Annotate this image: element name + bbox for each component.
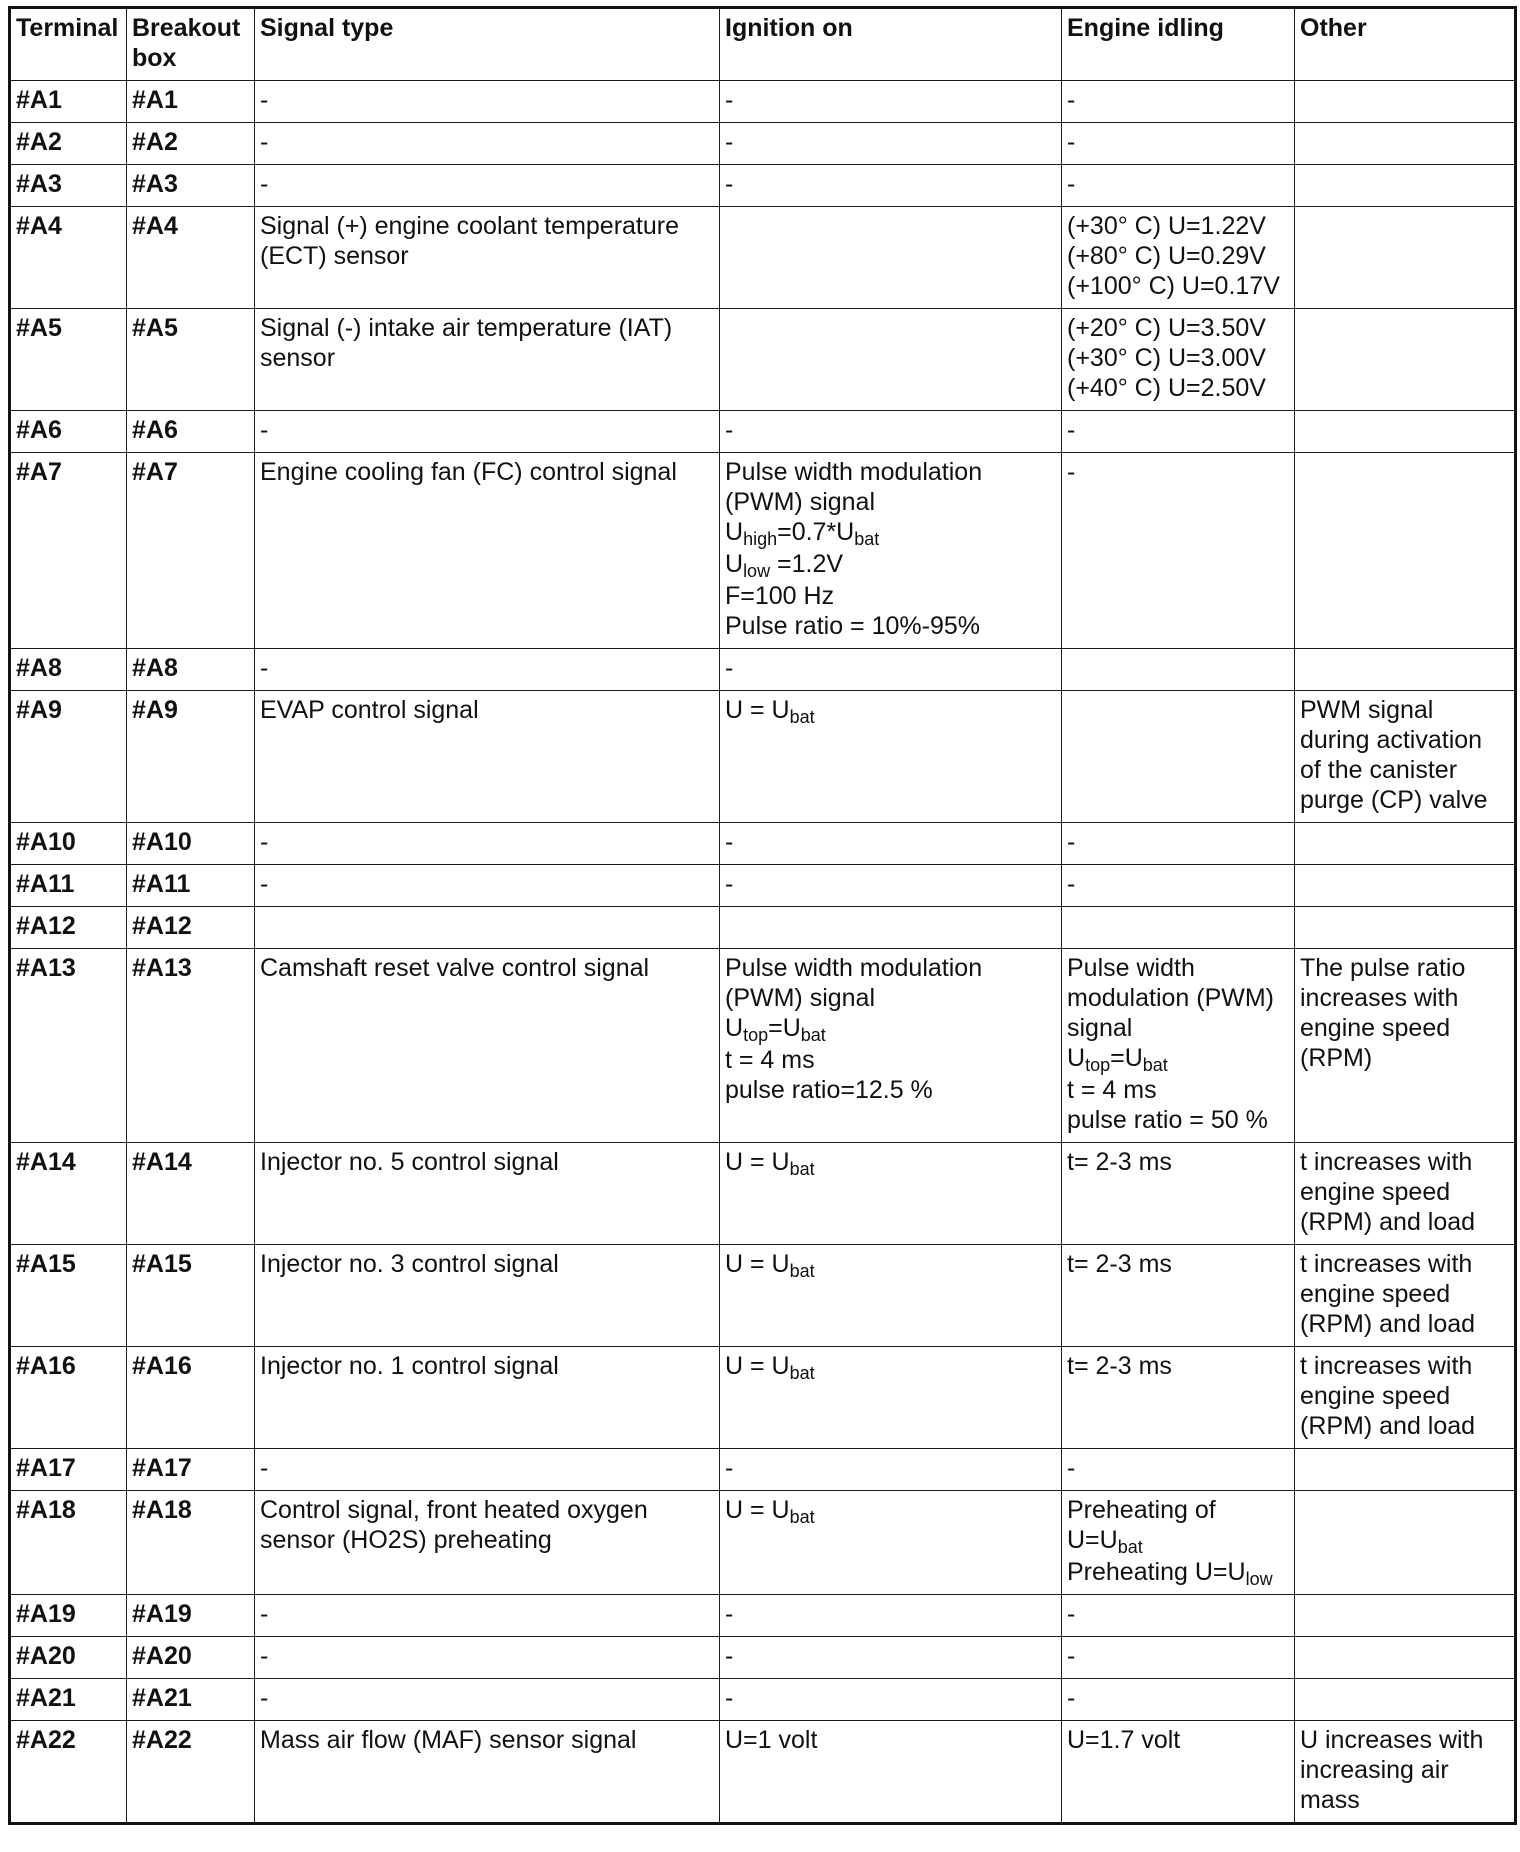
ignition-on-cell: -	[720, 1637, 1062, 1679]
value: Preheating U=U	[1067, 1558, 1246, 1586]
idling-line-utop	[1067, 1043, 1288, 1073]
terminal-cell: #A18	[10, 1491, 127, 1595]
other-cell: PWM signal during activation of the canister purge (CP) valve	[1295, 691, 1516, 823]
terminal-cell: #A20	[10, 1637, 127, 1679]
table-row	[10, 907, 1516, 949]
subscript: bat	[854, 529, 880, 549]
breakout-box-cell: #A8	[127, 649, 255, 691]
ignition-line-uhigh	[725, 517, 1055, 547]
engine-idling-cell: U=1.7 volt	[1062, 1721, 1295, 1824]
engine-idling-cell: -	[1062, 1595, 1295, 1637]
idling-value: (+40° C) U=2.50V	[1067, 374, 1266, 402]
engine-idling-cell: -	[1062, 823, 1295, 865]
subscript: bat	[789, 1261, 815, 1281]
signal-type-cell: -	[255, 1449, 720, 1491]
ignition-on-cell	[720, 1245, 1062, 1347]
breakout-box-cell: #A12	[127, 907, 255, 949]
terminal-cell: #A4	[10, 207, 127, 309]
breakout-box-cell: #A1	[127, 81, 255, 123]
subscript: low	[743, 561, 771, 581]
other-cell	[1295, 1491, 1516, 1595]
engine-idling-cell	[1062, 649, 1295, 691]
engine-idling-cell	[1062, 949, 1295, 1143]
ignition-on-cell: -	[720, 649, 1062, 691]
table-row	[10, 123, 1516, 165]
engine-idling-cell: -	[1062, 1679, 1295, 1721]
signal-type-cell: -	[255, 865, 720, 907]
value: U = U	[725, 1148, 790, 1176]
breakout-box-cell: #A18	[127, 1491, 255, 1595]
ignition-on-cell: U=1 volt	[720, 1721, 1062, 1824]
engine-idling-cell: -	[1062, 865, 1295, 907]
breakout-box-cell: #A7	[127, 453, 255, 649]
subscript: bat	[789, 1363, 815, 1383]
other-cell	[1295, 165, 1516, 207]
breakout-box-cell: #A10	[127, 823, 255, 865]
breakout-box-cell: #A15	[127, 1245, 255, 1347]
value: U=U	[1067, 1526, 1118, 1554]
ignition-line-ulow	[725, 549, 1055, 579]
signal-type-cell: Injector no. 5 control signal	[255, 1143, 720, 1245]
ignition-on-cell: -	[720, 823, 1062, 865]
engine-idling-cell	[1062, 691, 1295, 823]
idling-value: (+20° C) U=3.50V	[1067, 314, 1266, 342]
table-row	[10, 1595, 1516, 1637]
terminal-cell: #A8	[10, 649, 127, 691]
subscript: bat	[1117, 1537, 1143, 1557]
terminal-cell: #A3	[10, 165, 127, 207]
breakout-box-cell: #A6	[127, 411, 255, 453]
idling-line-preheat	[1067, 1557, 1288, 1587]
ignition-on-cell: -	[720, 123, 1062, 165]
subscript: bat	[789, 1507, 815, 1527]
engine-idling-cell: -	[1062, 1637, 1295, 1679]
subscript: bat	[789, 707, 815, 727]
ignition-on-cell	[720, 949, 1062, 1143]
signal-type-cell: Engine cooling fan (FC) control signal	[255, 453, 720, 649]
idling-line: signal	[1067, 1014, 1133, 1042]
engine-idling-cell: -	[1062, 1449, 1295, 1491]
terminal-cell: #A16	[10, 1347, 127, 1449]
subscript: bat	[1142, 1055, 1168, 1075]
table-row	[10, 691, 1516, 823]
header-terminal: Terminal	[10, 8, 127, 81]
breakout-box-cell: #A4	[127, 207, 255, 309]
engine-idling-cell: -	[1062, 165, 1295, 207]
subscript: bat	[789, 1159, 815, 1179]
ignition-on-cell: -	[720, 865, 1062, 907]
ignition-line: Pulse ratio = 10%-95%	[725, 612, 981, 640]
other-cell	[1295, 823, 1516, 865]
ignition-line: t = 4 ms	[725, 1046, 815, 1074]
subscript: low	[1245, 1569, 1273, 1589]
u-symbol: U	[725, 518, 744, 546]
breakout-box-cell: #A21	[127, 1679, 255, 1721]
signal-type-cell: Injector no. 3 control signal	[255, 1245, 720, 1347]
signal-type-cell: -	[255, 823, 720, 865]
signal-type-cell: -	[255, 649, 720, 691]
terminal-cell: #A12	[10, 907, 127, 949]
other-cell: t increases with engine speed (RPM) and load	[1295, 1143, 1516, 1245]
ignition-line: Pulse width modulation	[725, 954, 983, 982]
ignition-line: Pulse width modulation	[725, 458, 983, 486]
terminal-cell: #A1	[10, 81, 127, 123]
ignition-on-cell	[720, 1347, 1062, 1449]
breakout-box-cell: #A19	[127, 1595, 255, 1637]
header-engine-idling: Engine idling	[1062, 8, 1295, 81]
value: U = U	[725, 1352, 790, 1380]
u-symbol: U	[725, 550, 744, 578]
ignition-on-cell: -	[720, 1679, 1062, 1721]
signal-type-cell: -	[255, 411, 720, 453]
terminal-cell: #A15	[10, 1245, 127, 1347]
idling-line: Pulse width	[1067, 954, 1195, 982]
other-cell: t increases with engine speed (RPM) and load	[1295, 1245, 1516, 1347]
other-cell	[1295, 1595, 1516, 1637]
subscript: top	[1085, 1055, 1111, 1075]
subscript: top	[743, 1025, 769, 1045]
engine-idling-cell: -	[1062, 453, 1295, 649]
table-row	[10, 1721, 1516, 1824]
table-row	[10, 1245, 1516, 1347]
breakout-box-cell: #A20	[127, 1637, 255, 1679]
idling-line: t = 4 ms	[1067, 1076, 1157, 1104]
header-other: Other	[1295, 8, 1516, 81]
other-cell	[1295, 81, 1516, 123]
ignition-line-utop	[725, 1013, 1055, 1043]
terminal-cell: #A13	[10, 949, 127, 1143]
engine-idling-cell: -	[1062, 81, 1295, 123]
pinout-table	[8, 6, 1517, 1825]
breakout-box-cell: #A2	[127, 123, 255, 165]
idling-value: (+100° C) U=0.17V	[1067, 272, 1280, 300]
ignition-on-cell	[720, 691, 1062, 823]
ignition-on-cell	[720, 207, 1062, 309]
breakout-box-cell: #A11	[127, 865, 255, 907]
ignition-line: (PWM) signal	[725, 984, 876, 1012]
table-row	[10, 823, 1516, 865]
signal-type-cell: EVAP control signal	[255, 691, 720, 823]
table-row	[10, 1637, 1516, 1679]
table-row	[10, 207, 1516, 309]
ignition-on-cell	[720, 907, 1062, 949]
ignition-line: (PWM) signal	[725, 488, 876, 516]
idling-line: modulation (PWM)	[1067, 984, 1274, 1012]
terminal-cell: #A22	[10, 1721, 127, 1824]
signal-type-cell: Signal (-) intake air temperature (IAT) sensor	[255, 309, 720, 411]
signal-type-cell	[255, 907, 720, 949]
breakout-box-cell: #A16	[127, 1347, 255, 1449]
other-cell	[1295, 1449, 1516, 1491]
ignition-on-cell: -	[720, 81, 1062, 123]
engine-idling-cell: -	[1062, 123, 1295, 165]
idling-value: (+80° C) U=0.29V	[1067, 242, 1266, 270]
u-symbol: U	[1067, 1044, 1086, 1072]
table-row	[10, 1679, 1516, 1721]
terminal-cell: #A9	[10, 691, 127, 823]
other-cell	[1295, 649, 1516, 691]
terminal-cell: #A11	[10, 865, 127, 907]
terminal-cell: #A17	[10, 1449, 127, 1491]
terminal-cell: #A19	[10, 1595, 127, 1637]
idling-value: (+30° C) U=1.22V	[1067, 212, 1266, 240]
signal-type-cell: Control signal, front heated oxygen sensor (HO2S) preheating	[255, 1491, 720, 1595]
value: U = U	[725, 1496, 790, 1524]
terminal-cell: #A2	[10, 123, 127, 165]
header-ignition-on: Ignition on	[720, 8, 1062, 81]
breakout-box-cell: #A14	[127, 1143, 255, 1245]
engine-idling-cell	[1062, 1491, 1295, 1595]
subscript: bat	[800, 1025, 826, 1045]
ignition-on-cell: -	[720, 1595, 1062, 1637]
value: U = U	[725, 696, 790, 724]
engine-idling-cell: t= 2-3 ms	[1062, 1347, 1295, 1449]
terminal-cell: #A5	[10, 309, 127, 411]
value: =U	[768, 1014, 801, 1042]
table-row	[10, 1491, 1516, 1595]
table-row	[10, 1347, 1516, 1449]
engine-idling-cell: t= 2-3 ms	[1062, 1245, 1295, 1347]
table-row	[10, 453, 1516, 649]
ignition-on-cell	[720, 1491, 1062, 1595]
table-row	[10, 81, 1516, 123]
terminal-cell: #A10	[10, 823, 127, 865]
other-cell	[1295, 865, 1516, 907]
breakout-box-cell: #A9	[127, 691, 255, 823]
other-cell	[1295, 453, 1516, 649]
idling-line: Preheating of	[1067, 1496, 1216, 1524]
pinout-table-container	[8, 6, 1514, 1825]
other-cell	[1295, 309, 1516, 411]
table-row	[10, 949, 1516, 1143]
other-cell	[1295, 1679, 1516, 1721]
other-cell: U increases with increasing air mass	[1295, 1721, 1516, 1824]
signal-type-cell: -	[255, 1595, 720, 1637]
signal-type-cell: Camshaft reset valve control signal	[255, 949, 720, 1143]
table-row	[10, 411, 1516, 453]
other-cell	[1295, 411, 1516, 453]
ignition-on-cell: -	[720, 411, 1062, 453]
breakout-box-cell: #A3	[127, 165, 255, 207]
signal-type-cell: -	[255, 123, 720, 165]
ignition-on-cell	[720, 453, 1062, 649]
header-signal-type: Signal type	[255, 8, 720, 81]
breakout-box-cell: #A17	[127, 1449, 255, 1491]
terminal-cell: #A6	[10, 411, 127, 453]
engine-idling-cell	[1062, 207, 1295, 309]
ignition-on-cell: -	[720, 165, 1062, 207]
table-row	[10, 1143, 1516, 1245]
breakout-box-cell: #A5	[127, 309, 255, 411]
engine-idling-cell: -	[1062, 411, 1295, 453]
signal-type-cell: -	[255, 1637, 720, 1679]
ignition-line: F=100 Hz	[725, 582, 835, 610]
table-row	[10, 865, 1516, 907]
terminal-cell: #A7	[10, 453, 127, 649]
other-cell	[1295, 1637, 1516, 1679]
table-row	[10, 165, 1516, 207]
signal-type-cell: -	[255, 81, 720, 123]
other-cell	[1295, 207, 1516, 309]
table-row	[10, 309, 1516, 411]
value: =0.7*U	[777, 518, 855, 546]
idling-line: pulse ratio = 50 %	[1067, 1106, 1268, 1134]
other-cell	[1295, 123, 1516, 165]
u-symbol: U	[725, 1014, 744, 1042]
signal-type-cell: Injector no. 1 control signal	[255, 1347, 720, 1449]
ignition-on-cell	[720, 1143, 1062, 1245]
idling-line-u	[1067, 1525, 1288, 1555]
terminal-cell: #A21	[10, 1679, 127, 1721]
table-row	[10, 649, 1516, 691]
signal-type-cell: Mass air flow (MAF) sensor signal	[255, 1721, 720, 1824]
signal-type-cell: Signal (+) engine coolant temperature (ECT) sensor	[255, 207, 720, 309]
table-row	[10, 1449, 1516, 1491]
terminal-cell: #A14	[10, 1143, 127, 1245]
idling-value: (+30° C) U=3.00V	[1067, 344, 1266, 372]
value: =U	[1110, 1044, 1143, 1072]
header-breakout-box: Breakout box	[127, 8, 255, 81]
ignition-on-cell	[720, 309, 1062, 411]
value: U = U	[725, 1250, 790, 1278]
engine-idling-cell	[1062, 309, 1295, 411]
signal-type-cell: -	[255, 165, 720, 207]
header-row	[10, 8, 1516, 81]
breakout-box-cell: #A22	[127, 1721, 255, 1824]
breakout-box-cell: #A13	[127, 949, 255, 1143]
other-cell: The pulse ratio increases with engine speed (RPM)	[1295, 949, 1516, 1143]
ignition-line: pulse ratio=12.5 %	[725, 1076, 933, 1104]
ignition-on-cell: -	[720, 1449, 1062, 1491]
engine-idling-cell: t= 2-3 ms	[1062, 1143, 1295, 1245]
subscript: high	[743, 529, 778, 549]
other-cell: t increases with engine speed (RPM) and load	[1295, 1347, 1516, 1449]
signal-type-cell: -	[255, 1679, 720, 1721]
engine-idling-cell	[1062, 907, 1295, 949]
value: =1.2V	[770, 550, 844, 578]
other-cell	[1295, 907, 1516, 949]
